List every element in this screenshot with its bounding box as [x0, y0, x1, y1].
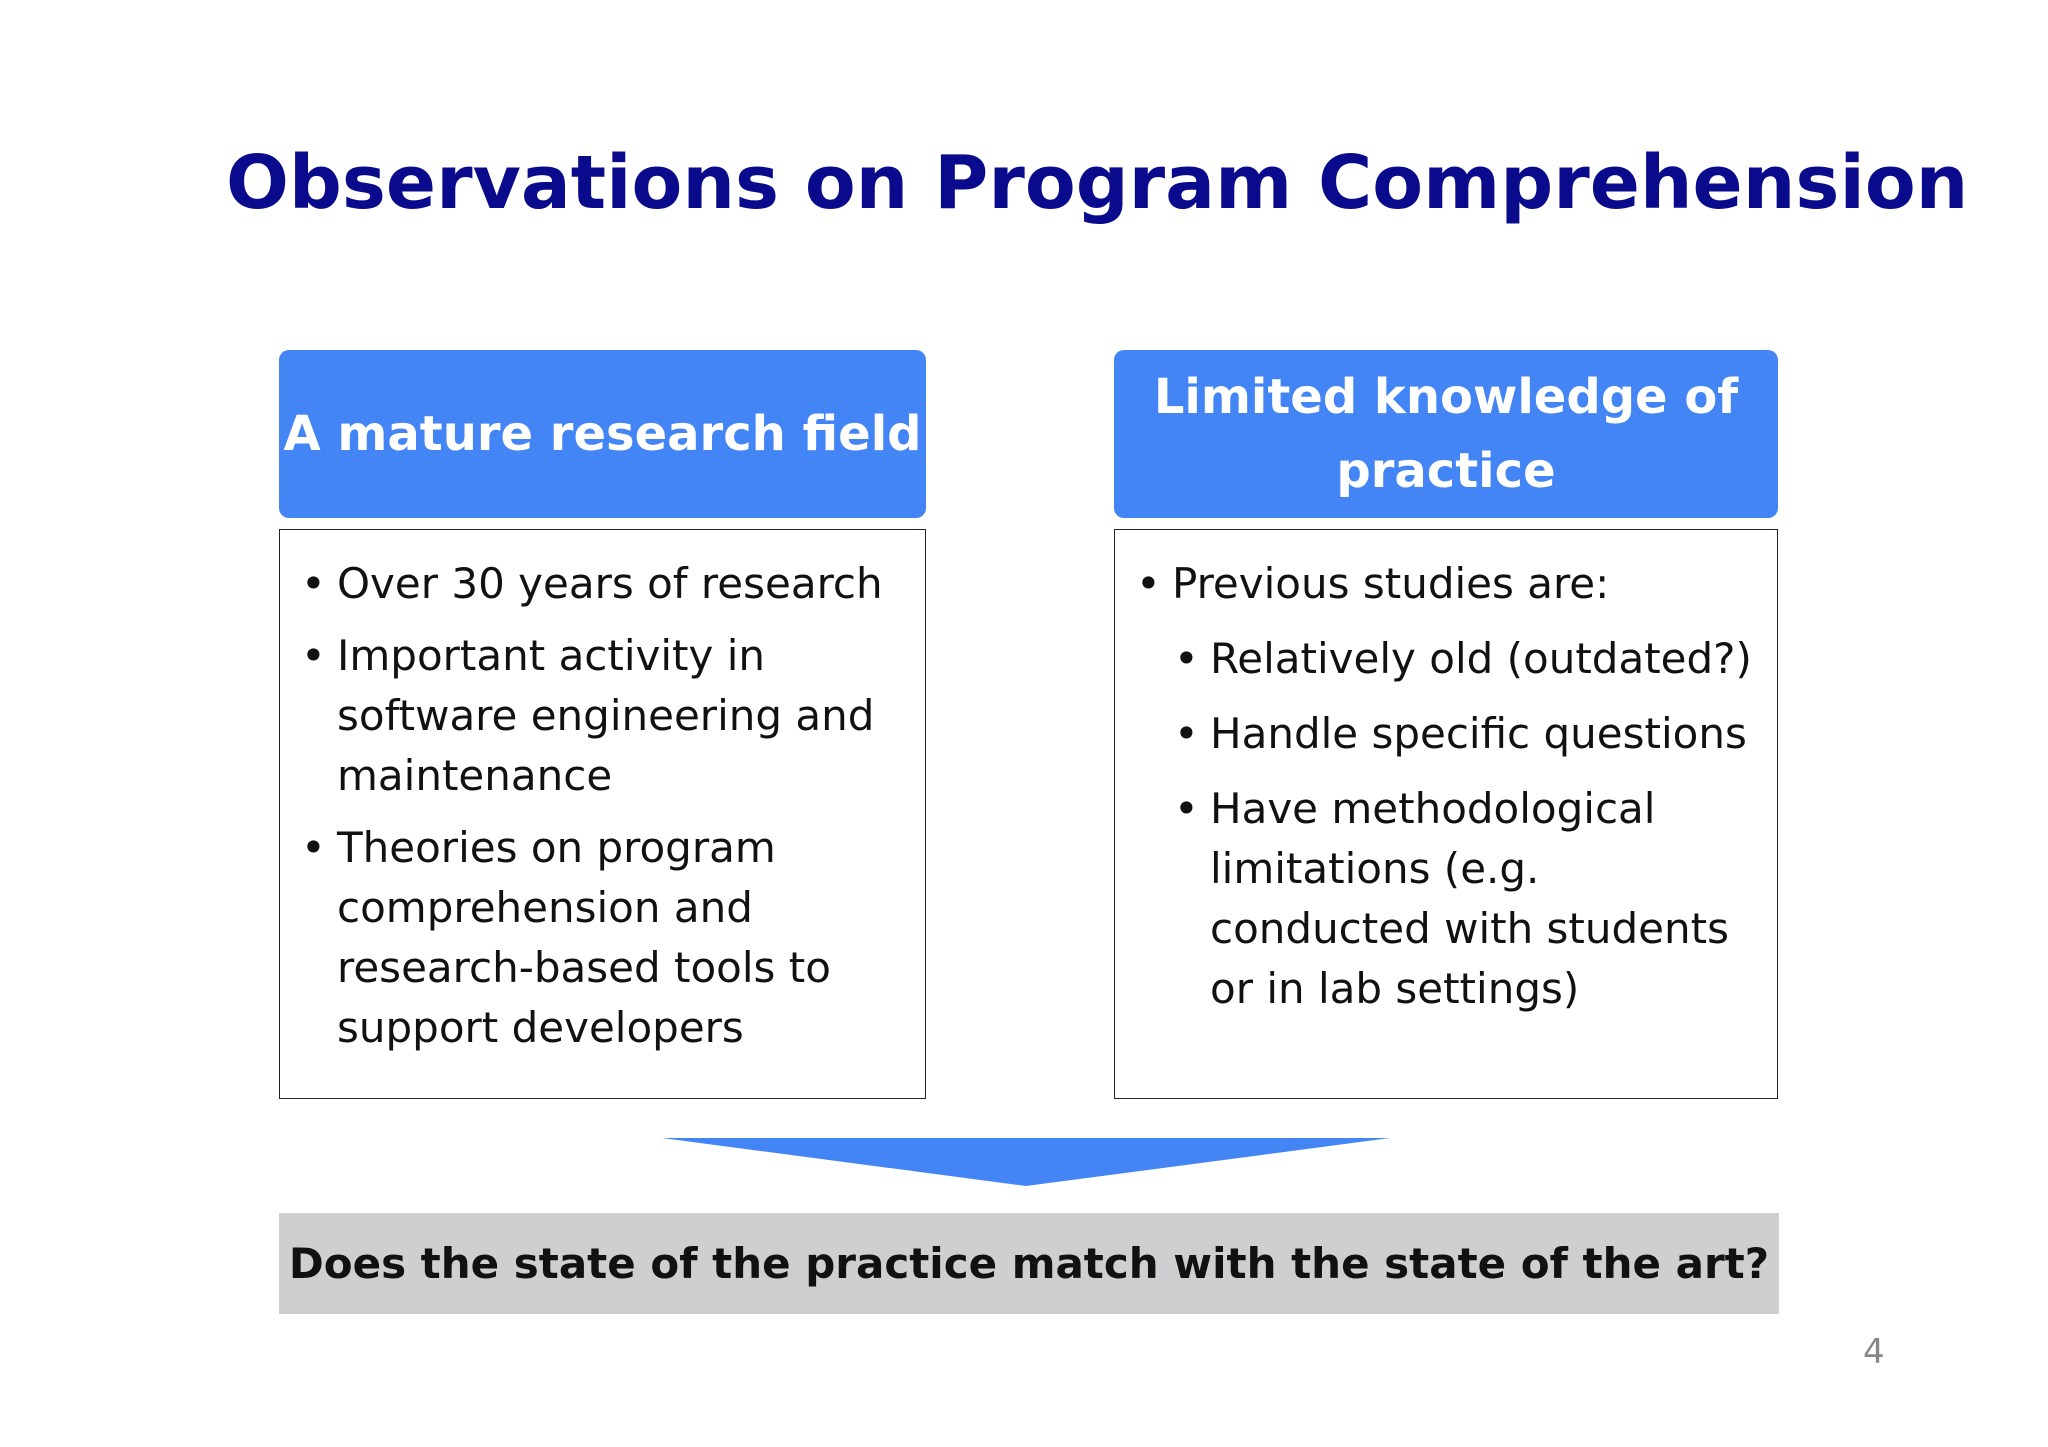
slide-title: Observations on Program Comprehension — [226, 140, 1969, 226]
down-arrow-shape — [662, 1138, 1390, 1186]
mature-research-list — [337, 554, 897, 1070]
limited-knowledge-header-line-2: practice — [1336, 443, 1556, 499]
question-banner — [279, 1213, 1779, 1314]
sub-list-item: • Relatively old (outdated?) — [1210, 629, 1752, 689]
mature-research-header-text: A mature research field — [283, 406, 922, 462]
down-arrow-icon — [662, 1136, 1390, 1188]
limited-knowledge-header-line-1: Limited knowledge of — [1153, 369, 1739, 425]
list-item: • Theories on program comprehension and research-based tools to support developers — [337, 818, 897, 1058]
mature-research-box — [279, 529, 926, 1099]
list-item-intro: • Previous studies are: — [1172, 554, 1752, 614]
list-item: • Important activity in software engineering and maintenance — [337, 626, 897, 806]
sub-list-item: • Handle specific questions — [1210, 704, 1752, 764]
sub-list-item: • Have methodological limitations (e.g. conducted with students or in lab settings) — [1210, 779, 1752, 1019]
list-item: • Over 30 years of research — [337, 554, 897, 614]
limited-knowledge-box — [1114, 529, 1778, 1099]
limited-knowledge-header — [1114, 350, 1778, 518]
limited-knowledge-list — [1172, 554, 1752, 1034]
page-number: 4 — [1863, 1332, 1885, 1372]
sub-list — [1210, 629, 1752, 1019]
question-text: Does the state of the practice match with the state of the art? — [288, 1239, 1770, 1288]
mature-research-header — [279, 350, 926, 518]
